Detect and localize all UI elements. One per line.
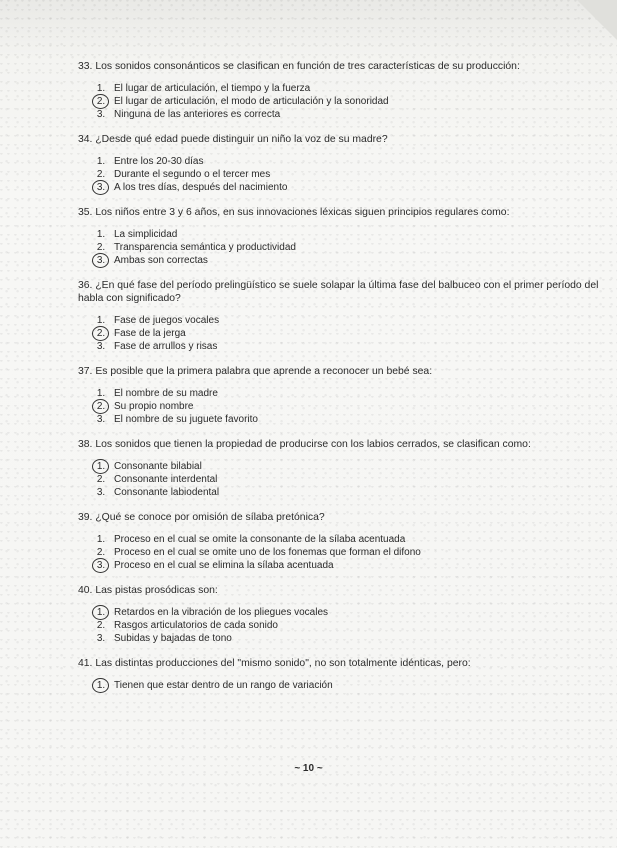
answer-option xyxy=(94,413,600,426)
question-text: 36. ¿En qué fase del período prelingüístico se suele solapar la última fase del balbuceo con el primer período del habla con significado? xyxy=(78,280,599,304)
option-text: Ambas son correctas xyxy=(114,255,208,266)
answer-option-circled xyxy=(94,327,600,340)
option-number: 1. xyxy=(94,679,108,692)
option-number: 2. xyxy=(96,547,106,558)
option-text: Rasgos articulatorios de cada sonido xyxy=(114,620,278,631)
answer-option-circled xyxy=(94,460,600,473)
question-text: 41. Las distintas producciones del "mismo sonido", no son totalmente idénticas, pero: xyxy=(78,658,471,669)
question-41 xyxy=(78,657,600,692)
option-number: 3. xyxy=(96,487,106,498)
option-number: 3. xyxy=(94,559,108,572)
answer-option xyxy=(94,473,600,486)
question-text: 33. Los sonidos consonánticos se clasifican en función de tres características de su producción: xyxy=(78,61,520,72)
answer-option xyxy=(94,387,600,400)
option-number: 2. xyxy=(94,400,108,413)
option-text: Tienen que estar dentro de un rango de variación xyxy=(114,680,333,691)
option-text: Proceso en el cual se omite la consonante de la sílaba acentuada xyxy=(114,534,406,545)
answer-option xyxy=(94,486,600,499)
answer-option xyxy=(94,546,600,559)
option-text: Fase de la jerga xyxy=(114,328,186,339)
answer-option-circled xyxy=(94,400,600,413)
question-34 xyxy=(78,133,600,194)
option-number: 3. xyxy=(96,109,106,120)
option-number: 1. xyxy=(94,460,108,473)
question-40 xyxy=(78,584,600,645)
option-text: Subidas y bajadas de tono xyxy=(114,633,232,644)
option-number: 2. xyxy=(96,474,106,485)
option-text: Transparencia semántica y productividad xyxy=(114,242,296,253)
option-number: 3. xyxy=(94,181,108,194)
option-number: 2. xyxy=(96,242,106,253)
option-text: Durante el segundo o el tercer mes xyxy=(114,169,271,180)
answer-option xyxy=(94,168,600,181)
option-text: Retardos en la vibración de los pliegues vocales xyxy=(114,607,329,618)
option-number: 2. xyxy=(96,169,106,180)
answer-options xyxy=(78,679,600,692)
option-number: 3. xyxy=(94,254,108,267)
answer-option xyxy=(94,228,600,241)
option-text: Ninguna de las anteriores es correcta xyxy=(114,109,281,120)
answer-options xyxy=(78,460,600,499)
option-text: Consonante labiodental xyxy=(114,487,220,498)
option-number: 1. xyxy=(94,606,108,619)
answer-option xyxy=(94,108,600,121)
answer-option-circled xyxy=(94,559,600,572)
option-text: La simplicidad xyxy=(114,229,178,240)
folded-corner xyxy=(577,0,617,40)
option-text: Consonante bilabial xyxy=(114,461,202,472)
answer-option-circled xyxy=(94,679,600,692)
option-text: Fase de arrullos y risas xyxy=(114,341,218,352)
question-38 xyxy=(78,438,600,499)
option-text: Proceso en el cual se elimina la sílaba acentuada xyxy=(114,560,334,571)
answer-options xyxy=(78,82,600,121)
page-number: ~ 10 ~ xyxy=(294,763,323,774)
option-text: Consonante interdental xyxy=(114,474,218,485)
option-text: El lugar de articulación, el modo de articulación y la sonoridad xyxy=(114,96,389,107)
option-number: 3. xyxy=(96,341,106,352)
answer-options xyxy=(78,533,600,572)
option-number: 1. xyxy=(96,388,106,399)
option-number: 1. xyxy=(96,229,106,240)
option-number: 1. xyxy=(96,156,106,167)
answer-option xyxy=(94,632,600,645)
option-number: 2. xyxy=(94,327,108,340)
question-text: 37. Es posible que la primera palabra que aprende a reconocer un bebé sea: xyxy=(78,366,433,377)
option-text: A los tres días, después del nacimiento xyxy=(114,182,288,193)
option-number: 2. xyxy=(94,95,108,108)
question-text: 40. Las pistas prosódicas son: xyxy=(78,585,218,596)
option-number: 1. xyxy=(96,83,106,94)
option-number: 3. xyxy=(96,414,106,425)
question-text: 35. Los niños entre 3 y 6 años, en sus innovaciones léxicas siguen principios regulares como: xyxy=(78,207,510,218)
option-number: 2. xyxy=(96,620,106,631)
answer-option xyxy=(94,340,600,353)
answer-option xyxy=(94,619,600,632)
option-number: 3. xyxy=(96,633,106,644)
option-text: El nombre de su madre xyxy=(114,388,218,399)
answer-options xyxy=(78,314,600,353)
question-37 xyxy=(78,365,600,426)
option-number: 1. xyxy=(96,534,106,545)
answer-option xyxy=(94,155,600,168)
option-text: Su propio nombre xyxy=(114,401,194,412)
answer-option xyxy=(94,533,600,546)
answer-option-circled xyxy=(94,606,600,619)
option-text: Fase de juegos vocales xyxy=(114,315,220,326)
question-list xyxy=(78,60,600,704)
answer-option-circled xyxy=(94,254,600,267)
answer-option-circled xyxy=(94,95,600,108)
option-text: Entre los 20-30 días xyxy=(114,156,204,167)
answer-options xyxy=(78,387,600,426)
answer-options xyxy=(78,228,600,267)
answer-options xyxy=(78,155,600,194)
question-33 xyxy=(78,60,600,121)
option-text: Proceso en el cual se omite uno de los fonemas que forman el difono xyxy=(114,547,421,558)
option-text: El nombre de su juguete favorito xyxy=(114,414,258,425)
question-text: 34. ¿Desde qué edad puede distinguir un niño la voz de su madre? xyxy=(78,134,388,145)
question-35 xyxy=(78,206,600,267)
question-text: 39. ¿Qué se conoce por omisión de sílaba pretónica? xyxy=(78,512,325,523)
answer-option xyxy=(94,314,600,327)
answer-option xyxy=(94,241,600,254)
answer-option xyxy=(94,82,600,95)
question-39 xyxy=(78,511,600,572)
option-number: 1. xyxy=(96,315,106,326)
answer-options xyxy=(78,606,600,645)
answer-option-circled xyxy=(94,181,600,194)
question-text: 38. Los sonidos que tienen la propiedad de producirse con los labios cerrados, se clasifican como: xyxy=(78,439,531,450)
option-text: El lugar de articulación, el tiempo y la fuerza xyxy=(114,83,311,94)
question-36 xyxy=(78,279,600,353)
